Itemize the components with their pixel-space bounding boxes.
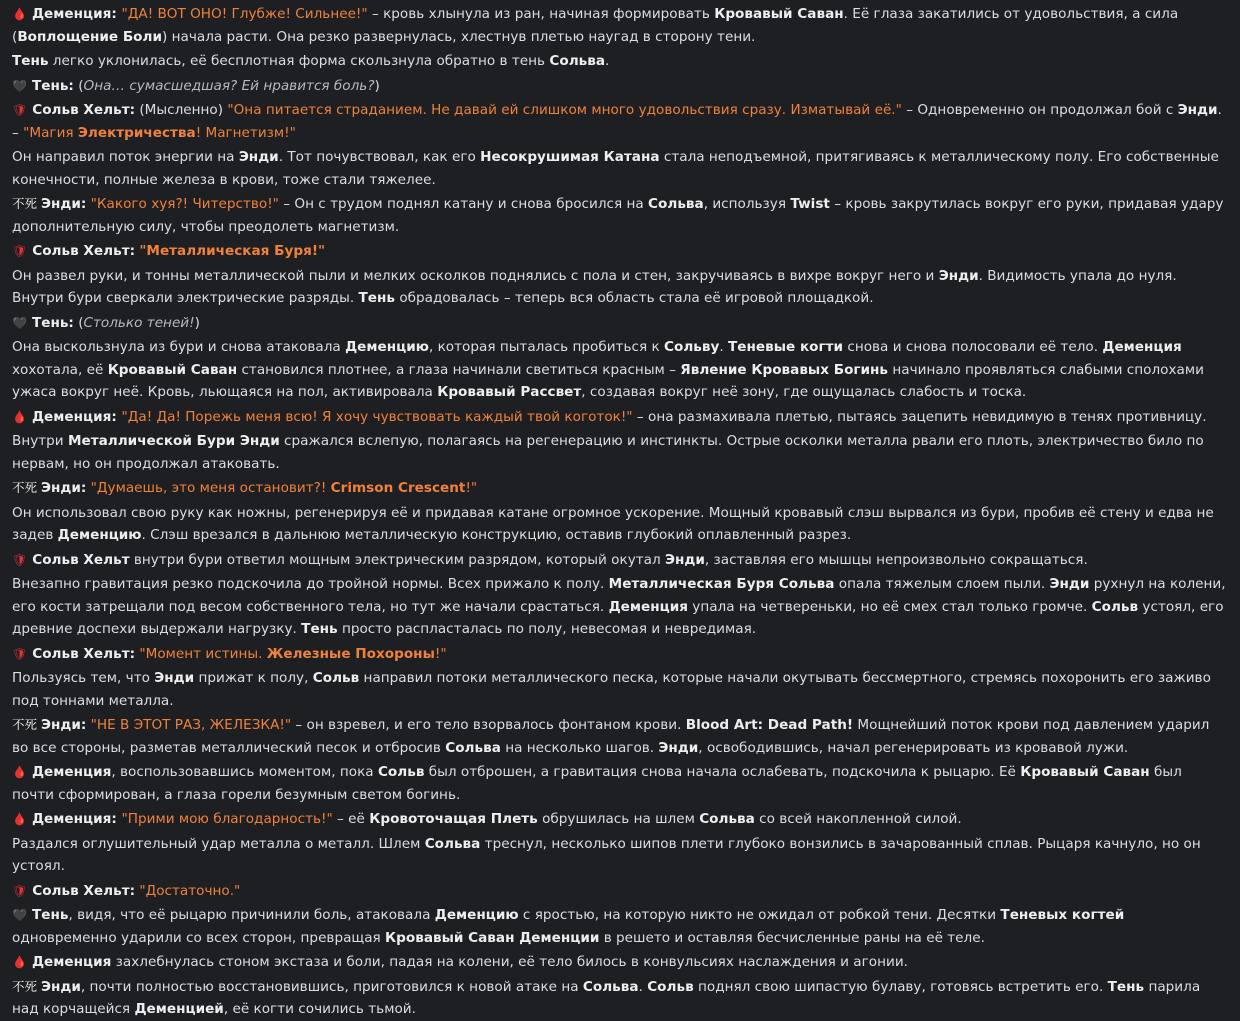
text-segment: . — [605, 53, 610, 69]
blood-drop-icon: 🩸 — [12, 812, 27, 826]
message-paragraph — [12, 714, 1228, 759]
character-name: Металлической Бури Энди — [67, 433, 280, 449]
spoken-quote: "Думаешь, это меня остановит?! — [90, 480, 331, 496]
text-segment: – он взревел, и его тело взорвалось фонтаном крови. — [291, 717, 686, 733]
character-name: Деменция — [31, 954, 112, 970]
text-segment: , освободившись, начал регенерировать из кровавой лужи. — [698, 739, 1129, 756]
black-heart-icon: 🖤 — [12, 78, 27, 93]
character-name: Сольва — [582, 978, 639, 995]
character-name: Металлическая Буря Сольва — [608, 576, 835, 592]
blood-drop-icon: 🩸 — [12, 955, 27, 969]
character-name: Сольв Хельт: — [32, 102, 136, 118]
text-segment: внутри бури ответил мощным электрическим разрядом, который окутал — [129, 551, 666, 568]
character-name: Деменция — [31, 6, 112, 22]
text-segment: . Видимость упала до нуля. Внутри бури сверкали электрические разряды. — [12, 267, 1177, 306]
character-name: Сольв Хельт: — [32, 645, 136, 662]
character-name: Сольва — [699, 811, 755, 827]
character-name: Сольв — [647, 978, 694, 995]
text-segment: , используя — [703, 196, 791, 212]
character-name: Деменция — [31, 408, 112, 425]
text-segment: Внутри — [12, 433, 68, 449]
character-name: Тень — [12, 53, 49, 69]
spoken-quote: "Магия — [23, 124, 78, 141]
text-segment: направил потоки металлического песка, которые начали окутывать бессмертного, стремясь похоронить его заживо под тоннами металла. — [12, 670, 1211, 709]
text-segment: опала тяжелым слоем пыли. — [834, 576, 1050, 592]
text-segment: – Одновременно он продолжал бой с — [901, 102, 1178, 118]
text-segment: ) — [194, 314, 200, 331]
text-segment: легко уклонилась, её бесплотная форма скользнула обратно в тень — [48, 53, 550, 69]
text-segment: , почти полностью восстановившись, приготовился к новой атаке на — [80, 978, 583, 995]
text-segment: ) — [374, 77, 380, 94]
text-segment: , которая пыталась пробиться к — [428, 339, 664, 355]
character-name: Сольва — [445, 739, 501, 756]
text-segment: . — [719, 339, 728, 355]
character-name: Несокрушимая Катана — [480, 149, 660, 165]
character-name: Кровавый Рассвет — [437, 384, 582, 400]
text-segment: – Он с трудом поднял катану и снова бросился на — [278, 196, 649, 212]
character-name: Сольв Хельт — [32, 551, 130, 568]
character-name: Деменцию — [57, 527, 142, 543]
text-segment: Внезапно гравитация резко подскочила до тройной нормы. Всех прижало к полу. — [12, 576, 609, 592]
message-paragraph — [12, 240, 1228, 263]
blood-drop-icon: 🩸 — [12, 7, 27, 21]
text-segment: Он развел руки, и тонны металлической пыли и мелких осколков поднялись с пола и стен, закручиваясь в вихре вокруг него и — [12, 267, 939, 284]
kanji-icon: 不死 — [12, 717, 38, 732]
character-name: Энди — [938, 267, 979, 284]
text-segment: (Мысленно) — [135, 102, 228, 118]
text-segment: стала неподъемной, притягиваясь к металлическому полу. Его собственные конечности, полные железа в крови, тоже стали тяжелее. — [12, 149, 1219, 188]
text-segment: , воспользовавшись моментом, пока — [111, 764, 378, 780]
blood-drop-icon: 🩸 — [12, 409, 27, 424]
spoken-quote: "НЕ В ЭТОТ РАЗ, ЖЕЛЕЗКА!" — [90, 717, 292, 733]
message-paragraph — [12, 265, 1228, 310]
message-paragraph — [12, 808, 1228, 831]
message-paragraph — [12, 477, 1228, 500]
kanji-icon: 不死 — [12, 978, 38, 994]
character-name: Сольва — [648, 196, 704, 212]
spoken-quote: Crimson Crescent — [330, 480, 466, 496]
character-name: Тень — [31, 907, 69, 923]
text-segment: Он использовал свою руку как ножны, регенерируя её и придавая катане огромное ускорение. Мощный кровавый слэш вырвался из бури, пробив её стену и едва не задев — [12, 504, 1214, 543]
text-segment: просто распласталась по полу, невесомая и невредимая. — [337, 621, 757, 637]
message-paragraph — [12, 430, 1228, 475]
text-segment: Мощнейший поток крови под давлением ударил во все стороны, разметав металлический песок и отбросив — [12, 717, 1210, 756]
text-segment: ( — [73, 77, 84, 94]
text-segment: треснул, несколько шипов плети глубоко вонзились в зачарованный сплав. Рыцаря качнуло, но он устоял. — [12, 835, 1201, 874]
text-segment: . Тот почувствовал, как его — [278, 149, 481, 165]
message-paragraph — [12, 75, 1228, 98]
message-paragraph — [12, 761, 1228, 806]
black-heart-icon: 🖤 — [12, 908, 27, 922]
spoken-quote: Электричества — [77, 124, 196, 141]
shield-icon: 🛡 — [12, 552, 28, 567]
character-name: Сольва — [424, 835, 481, 852]
message-paragraph — [12, 951, 1228, 974]
text-segment: устоял, его древние доспехи выдержали нагрузку. — [12, 598, 1224, 637]
text-segment: одновременно ударили со всех сторон, превращая — [12, 929, 386, 946]
character-name: Энди — [238, 149, 279, 165]
text-segment: в решето и оставляя бесчисленные раны на её теле. — [599, 929, 985, 946]
spoken-quote: "Прими мою благодарность!" — [121, 811, 333, 827]
message-paragraph — [12, 406, 1228, 429]
character-name: Энди: — [41, 196, 87, 212]
text-segment: прижат к полу, — [194, 670, 313, 686]
character-name: Сольва — [549, 53, 606, 69]
message-paragraph — [12, 146, 1228, 191]
spoken-quote: "Достаточно." — [139, 882, 241, 899]
shield-icon: 🛡 — [12, 244, 28, 258]
message-paragraph — [12, 502, 1228, 547]
text-segment: был почти сформирован, а глаза горели безумным светом богинь. — [12, 764, 1182, 803]
spoken-quote: "Момент истины. — [139, 645, 267, 662]
text-segment: – кровь закрутилась вокруг его руки, придавая удару дополнительную силу, чтобы преодолеть магнетизм. — [12, 196, 1224, 235]
shield-icon: 🛡 — [12, 103, 28, 117]
spoken-quote: "Да! Да! Порежь меня всю! Я хочу чувствовать каждый твой коготок!" — [121, 408, 633, 425]
text-segment: , создавая вокруг неё зону, где ощущалась слабость и тоска. — [581, 384, 1027, 400]
character-name: Тень — [1107, 978, 1145, 995]
text-segment: парила над корчащейся — [12, 978, 1201, 1017]
text-segment: Он направил поток энергии на — [12, 149, 239, 165]
character-name: Энди — [1177, 102, 1218, 118]
text-segment: на несколько шагов. — [500, 739, 659, 756]
kanji-icon: 不死 — [12, 480, 38, 495]
character-name: : — [111, 811, 122, 827]
character-name: Энди — [665, 551, 705, 568]
text-segment: . Слэш врезался в дальнюю металлическую конструкцию, оставив глубокий оплавленный разрез. — [141, 527, 852, 543]
text-segment: снова и снова полосовали её тело. — [843, 339, 1103, 355]
character-name: Энди — [154, 670, 195, 686]
character-name: Энди: — [41, 480, 87, 496]
character-name: Тень: — [31, 77, 74, 94]
text-segment: ) начала расти. Она резко развернулась, хлестнув плетью наугад в сторону тени. — [162, 28, 756, 45]
character-name: Кровавый Саван Деменции — [385, 929, 600, 946]
text-segment: . — [638, 978, 648, 995]
text-segment: упала на четвереньки, но её смех стал только громче. — [687, 598, 1092, 615]
spoken-quote: "Она питается страданием. Не давай ей слишком много удовольствия сразу. Изматывай её." — [227, 102, 902, 118]
message-paragraph — [12, 336, 1228, 404]
message-paragraph — [12, 549, 1228, 572]
character-name: Blood Art: Dead Path! — [685, 717, 854, 733]
inner-thought: Она… сумасшедшая? Ей нравится боль? — [83, 77, 375, 94]
character-name: Кровавый Саван — [714, 6, 844, 22]
message-paragraph — [12, 50, 1228, 73]
character-name: Энди — [658, 739, 699, 756]
blood-drop-icon: 🩸 — [12, 765, 27, 779]
character-name: Энди — [41, 978, 81, 995]
spoken-quote: "Металлическая Буря!" — [139, 243, 326, 259]
text-segment: Пользуясь тем, что — [12, 670, 155, 686]
character-name: Деменция — [1102, 339, 1182, 355]
text-segment: становился плотнее, а глаза начинали светиться красным – — [237, 361, 681, 378]
character-name: Сольв Хельт: — [32, 243, 136, 259]
message-paragraph — [12, 312, 1228, 335]
character-name: Сольв — [1091, 598, 1139, 615]
spoken-quote: ! Магнетизм!" — [195, 124, 296, 141]
message-paragraph — [12, 99, 1228, 144]
spoken-quote: !" — [434, 645, 447, 662]
text-segment: поднял свою шипастую булаву, готовясь встретить его. — [693, 978, 1108, 995]
character-name: Воплощение Боли — [17, 28, 162, 45]
character-name: Деменция — [31, 764, 112, 780]
character-name: Деменцию — [345, 339, 429, 355]
character-name: Тень — [358, 290, 395, 306]
character-name: Кровавый Саван — [1020, 764, 1150, 780]
text-segment: с яростью, на которую никто не ожидал от робкой тени. Десятки — [518, 907, 1001, 923]
message-paragraph — [12, 193, 1228, 238]
text-segment: захлебнулась стоном экстаза и боли, падая на колени, её тело билось в конвульсиях наслаждения и агонии. — [111, 954, 908, 970]
message-paragraph — [12, 833, 1228, 878]
character-name: Сольв Хельт: — [32, 882, 136, 899]
text-segment: хохотала, её — [12, 361, 108, 378]
text-segment: сражался вслепую, полагаясь на регенерацию и инстинкты. Острые осколки металла рвали его плоть, электричество било по нервам, но он продолжал атаковать. — [12, 433, 1204, 472]
character-name: Энди: — [41, 717, 87, 733]
character-name: Деменция — [31, 811, 112, 827]
character-name: : — [111, 6, 122, 22]
spoken-quote: "ДА! ВОТ ОНО! Глубже! Сильнее!" — [121, 6, 368, 22]
spoken-quote: !" — [465, 480, 478, 496]
character-name: Кровавый Саван — [107, 361, 238, 378]
message-paragraph — [12, 904, 1228, 949]
text-segment: – кровь хлынула из ран, начиная формировать — [367, 6, 715, 22]
text-segment: со всей накопленной силой. — [754, 811, 962, 827]
spoken-quote: "Какого хуя?! Читерство!" — [90, 196, 279, 212]
black-heart-icon: 🖤 — [12, 315, 27, 330]
message-paragraph — [12, 643, 1228, 666]
text-segment: . – — [12, 102, 1222, 141]
character-name: : — [111, 408, 122, 425]
text-segment: Она выскользнула из бури и снова атаковала — [12, 339, 346, 355]
character-name: Явление Кровавых Богинь — [680, 361, 889, 378]
character-name: Деменцию — [434, 907, 519, 923]
character-name: Тень — [301, 621, 338, 637]
character-name: Теневые когти — [728, 339, 844, 355]
character-name: Теневых когтей — [1000, 907, 1125, 923]
text-segment: , её когти сочились тьмой. — [223, 1001, 416, 1017]
character-name: Кровоточащая Плеть — [369, 811, 538, 827]
text-segment: ( — [73, 314, 84, 331]
text-segment: Раздался оглушительный удар металла о металл. Шлем — [12, 835, 425, 852]
character-name: Сольв — [312, 670, 360, 686]
text-segment: – она размахивала плетью, пытаясь зацепить невидимую в тенях противницу. — [632, 408, 1207, 425]
text-segment: – её — [332, 811, 370, 827]
text-segment: обрадовалась – теперь вся область стала её игровой площадкой. — [395, 290, 874, 306]
character-name: Деменция — [608, 598, 688, 615]
character-name: Энди — [1049, 576, 1090, 592]
character-name: Twist — [790, 196, 830, 212]
spoken-quote: Железные Похороны — [266, 645, 435, 662]
text-segment: , заставляя его мышцы непроизвольно сокращаться. — [704, 551, 1088, 568]
text-segment: обрушилась на шлем — [537, 811, 700, 827]
message-paragraph — [12, 976, 1228, 1021]
message-paragraph — [12, 667, 1228, 712]
character-name: Деменцией — [134, 1001, 224, 1017]
kanji-icon: 不死 — [12, 196, 38, 211]
inner-thought: Столько теней! — [83, 314, 195, 331]
text-segment: . Её глаза закатились от удовольствия, а сила ( — [12, 6, 1179, 45]
text-segment: , видя, что её рыцарю причинили боль, атаковала — [68, 907, 435, 923]
text-segment: начинало проявляться слабыми сполохами ужаса вокруг неё. Кровь, льющаяся на пол, активировала — [12, 361, 1204, 400]
shield-icon: 🛡 — [12, 883, 28, 898]
message-paragraph — [12, 3, 1228, 48]
shield-icon: 🛡 — [12, 646, 28, 661]
message-paragraph — [12, 880, 1228, 903]
text-segment: был отброшен, а гравитация снова начала ослабевать, подскочила к рыцарю. Её — [424, 764, 1021, 780]
message-paragraph — [12, 573, 1228, 641]
text-segment: рухнул на колени, его кости затрещали под весом собственного тела, но тут же начали срастаться. — [12, 576, 1226, 615]
character-name: Тень: — [31, 314, 74, 331]
character-name: Сольв — [377, 764, 425, 780]
character-name: Сольву — [664, 339, 720, 355]
